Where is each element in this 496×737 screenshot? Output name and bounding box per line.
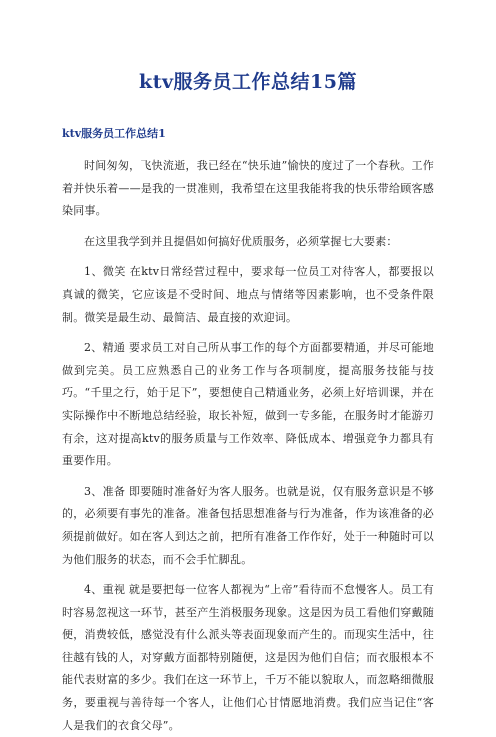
section-title: ktv服务员工作总结1 <box>62 127 166 140</box>
paragraph-attention: 4、重视 就是要把每一位客人都视为“上帝”看待而不怠慢客人。员工有时容易忽视这一环节，甚至产生消极服务现象。这是因为员工看他们穿戴随便，消费较低，感觉没有什么派头等表面现象而产生的。而现实生活中，往往越有钱的人，对穿戴方面都特别随便，这是因为他们自信；而衣服根本不能代表财富的多少。我们在这一环节上，千万不能以貌取人，而忽略细微服务，要重视与善待每一个客人，让他们心甘情愿地消费。我们应当记住“客人是我们的衣食父母”。 <box>62 583 434 732</box>
paragraph-intro: 时间匆匆，飞快流逝，我已经在“快乐迪”愉快的度过了一个春秋。工作着并快乐着——是我的一贯准则，我希望在这里我能将我的快乐带给顾客感染同事。 <box>62 159 434 218</box>
document-title: ktv服务员工作总结15篇 <box>139 71 357 93</box>
paragraph-elements-lead: 在这里我学到并且提倡如何搞好优质服务，必须掌握七大要素： <box>84 234 398 248</box>
paragraph-smile: 1、微笑 在ktv日常经营过程中，要求每一位员工对待客人，都要报以真诚的微笑，它应该是不受时间、地点与情绪等因素影响，也不受条件限制。微笑是最生动、最简洁、最直接的欢迎词。 <box>62 265 434 324</box>
paragraph-preparation: 3、准备 即要随时准备好为客人服务。也就是说，仅有服务意识是不够的，必须要有事先的准备。准备包括思想准备与行为准备，作为该准备的必须提前做好。如在客人到达之前，把所有准备工作作好，处于一种随时可以为他们服务的状态，而不会手忙脚乱。 <box>62 484 434 566</box>
paragraph-proficiency: 2、精通 要求员工对自己所从事工作的每个方面都要精通，并尽可能地做到完美。员工应熟悉自己的业务工作与各项制度，提高服务技能与技巧。“千里之行，始于足下”，要想使自己精通业务，必须上好培训课，并在实际操作中不断地总结经验，取长补短，做到一专多能，在服务时才能游刃有余，这对提高ktv的服务质量与工作效率、降低成本、增强竞争力都具有重要作用。 <box>62 341 434 468</box>
